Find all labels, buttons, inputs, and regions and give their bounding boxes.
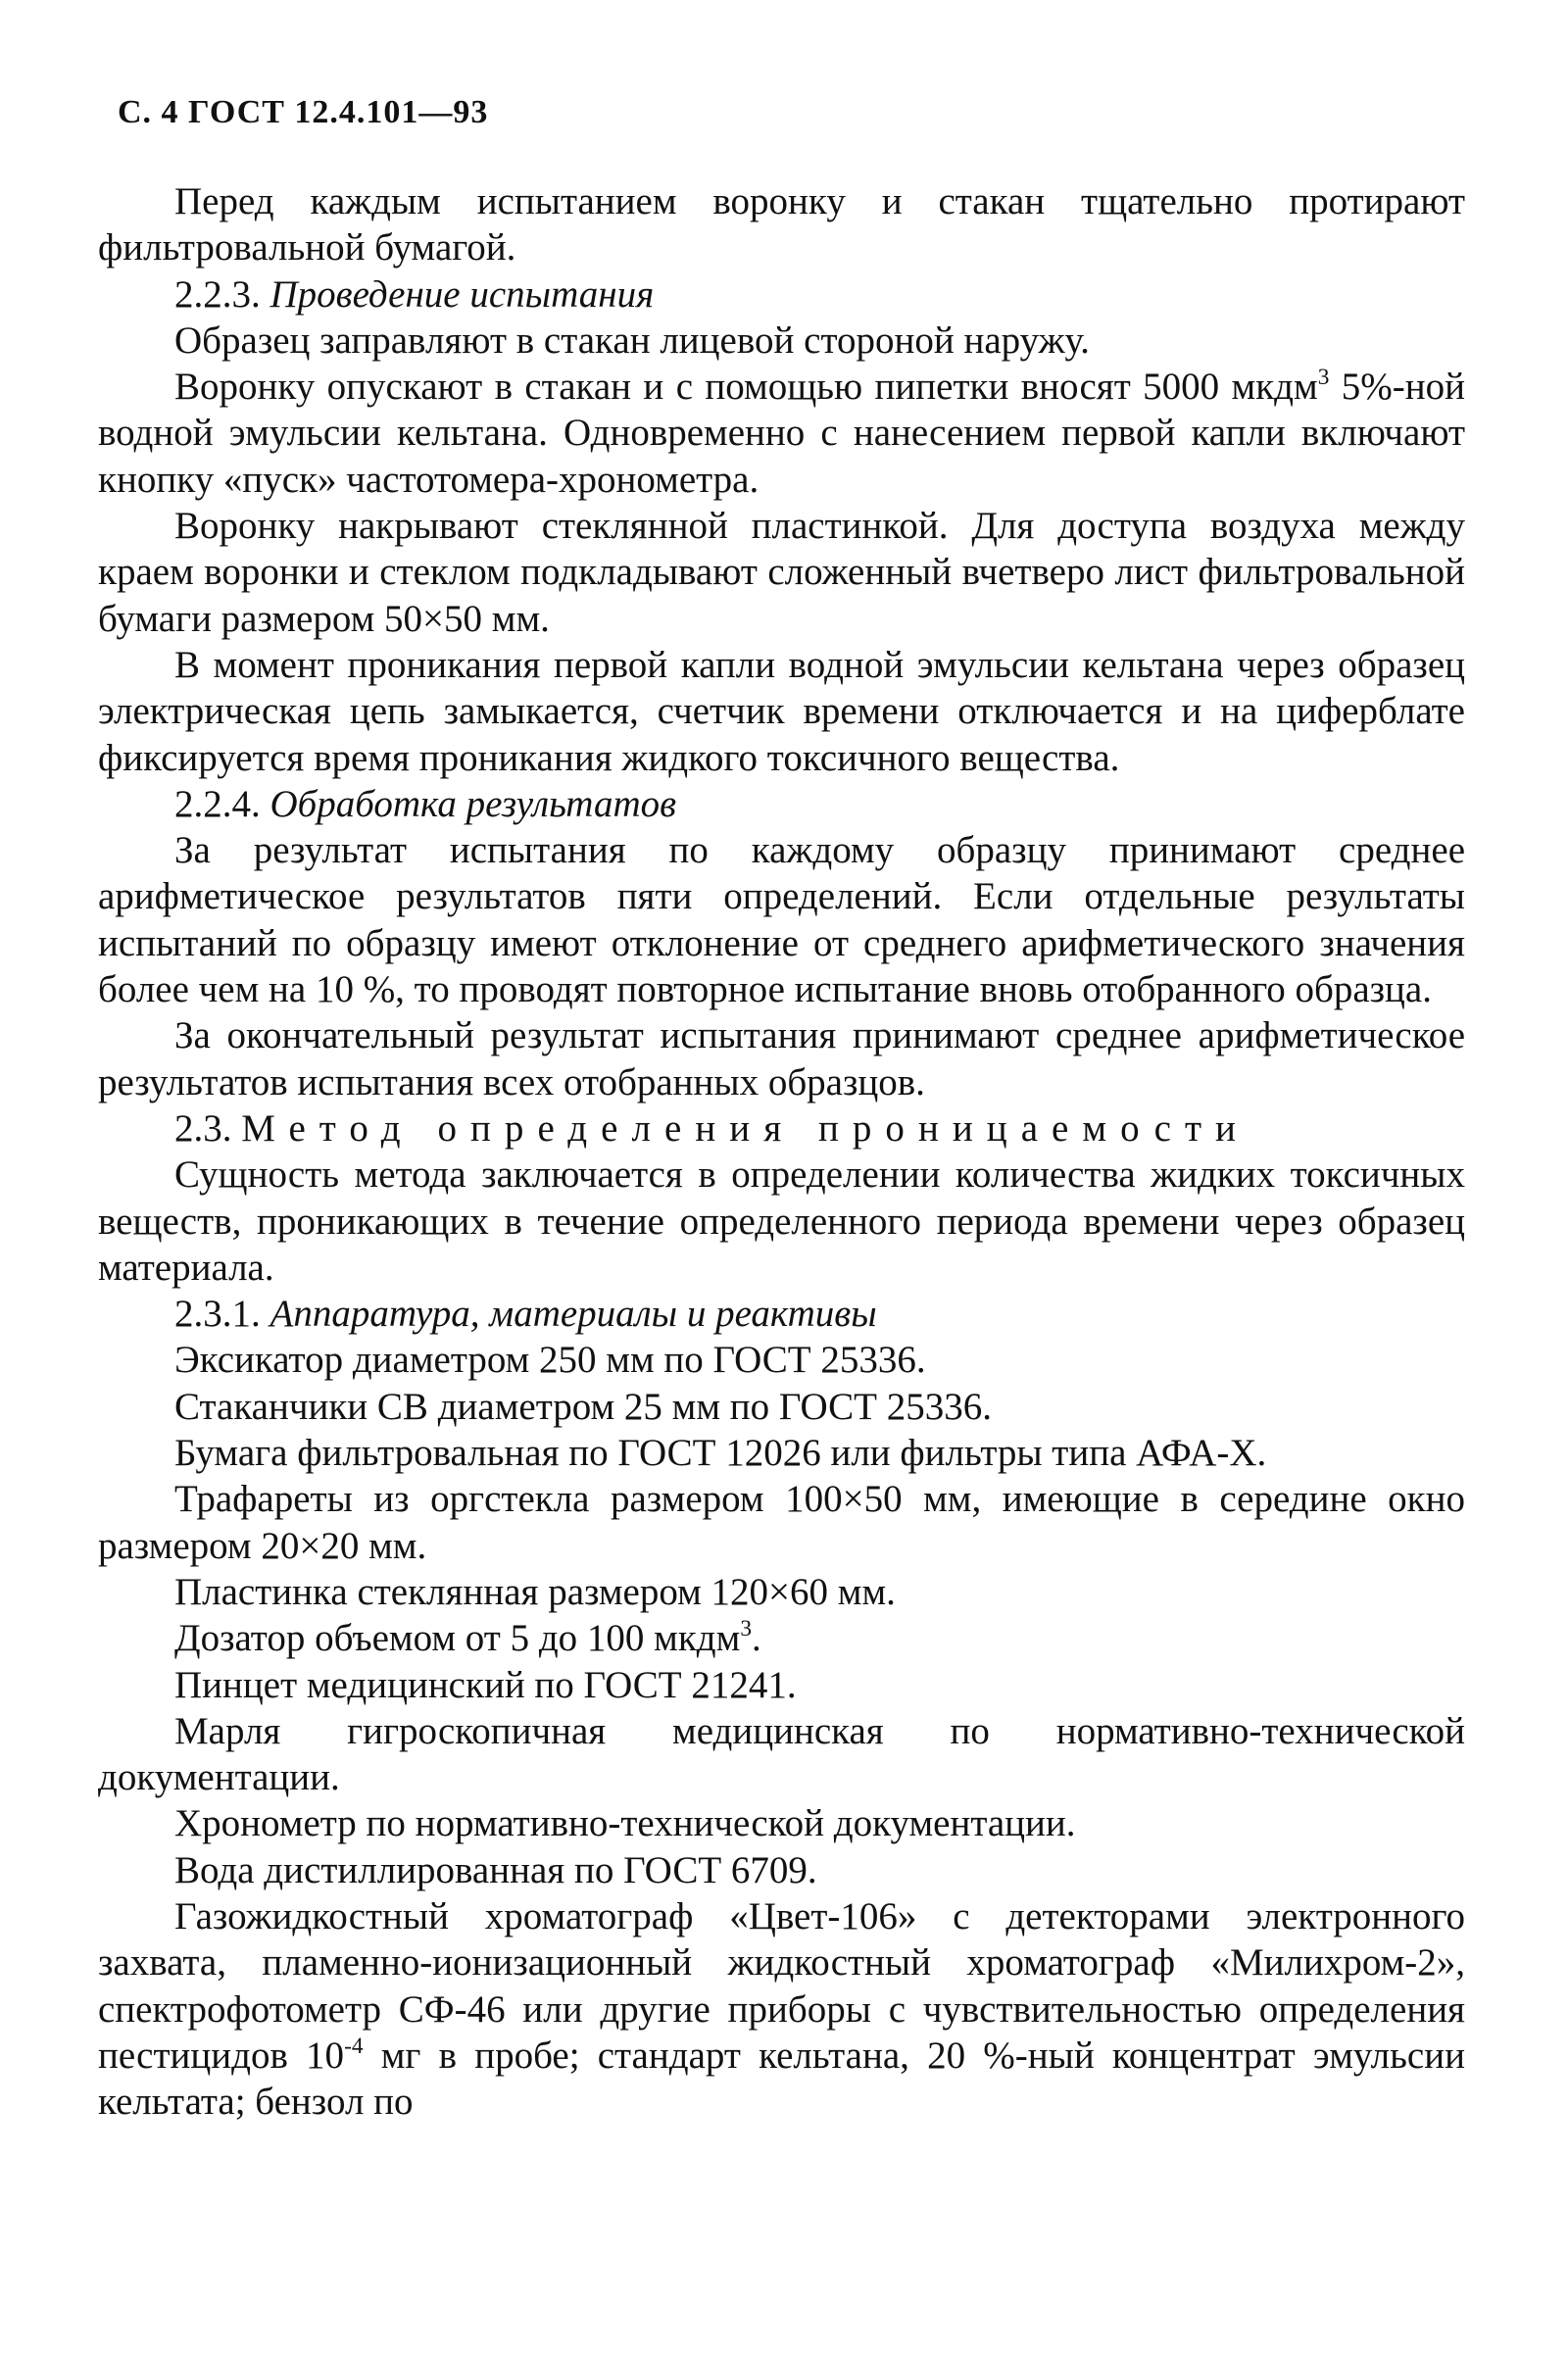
paragraph-text: 5%-ной водной эмульсии кельтана. Одновременно с нанесением первой капли включают кнопку «пуск» частотомера-хронометра. <box>98 366 1466 501</box>
equipment-item: Вода дистиллированная по ГОСТ 6709. <box>174 1848 817 1891</box>
document-body <box>98 178 1465 2125</box>
section-title: Аппаратура, материалы и реактивы <box>270 1293 877 1336</box>
paragraph-text: Газожидкостный хроматограф «Цвет-106» с детекторами электронного захвата, пламенно-ионизационный жидкостный хроматограф «Милихром-2», спектрофотометр СФ-46 или другие приборы с чувствительностью определения пестицидов 10 <box>98 1894 1465 2077</box>
superscript: 3 <box>1317 365 1330 391</box>
section-heading-2-3-1 <box>98 1291 1465 1337</box>
equipment-item: Бумага фильтровальная по ГОСТ 12026 или фильтры типа АФА-Х. <box>174 1432 1267 1475</box>
equipment-item: Пластинка стеклянная размером 120×60 мм. <box>174 1570 896 1613</box>
paragraph-penetration-moment: В момент проникания первой капли водной эмульсии кельтана через образец электрическая цепь замыкается, счетчик времени отключается и на циферблате фиксируется время проникания жидкого токсичного вещества. <box>98 643 1465 779</box>
paragraph-result-average: За результат испытания по каждому образцу принимают среднее арифметическое результатов пяти определений. Если отдельные результаты испытаний по образцу имеют отклонение от среднего арифметического значения более чем на 10 %, то проводят повторное испытание вновь отобранного образца. <box>98 829 1465 1011</box>
paragraph-final-result: За окончательный результат испытания принимают среднее арифметическое результатов испытания всех отобранных образцов. <box>98 1014 1465 1103</box>
section-number: 2.2.3. <box>174 272 261 316</box>
section-number: 2.3.1. <box>174 1293 261 1336</box>
section-number: 2.3. <box>174 1106 232 1150</box>
section-heading-2-2-3 <box>98 271 1465 318</box>
paragraph-chromatograph <box>98 1893 1465 2125</box>
equipment-item: Хронометр по нормативно-технической документации. <box>174 1802 1076 1845</box>
superscript: 3 <box>740 1616 753 1642</box>
equipment-item: Трафареты из оргстекла размером 100×50 мм, имеющие в середине окно размером 20×20 мм. <box>98 1478 1465 1567</box>
paragraph-text: Воронку опускают в стакан и с помощью пипетки вносят 5000 мкдм <box>174 366 1318 409</box>
superscript: -4 <box>344 2033 364 2059</box>
section-heading-2-2-4 <box>98 781 1465 827</box>
paragraph-wipe-funnel: Перед каждым испытанием воронку и стакан тщательно протирают фильтровальной бумагой. <box>98 180 1465 270</box>
paragraph-method-essence: Сущность метода заключается в определении количества жидких токсичных веществ, проникающих в течение определенного периода времени через образец материала. <box>98 1153 1465 1289</box>
equipment-item: Марля гигроскопичная медицинская по нормативно-технической документации. <box>98 1709 1465 1799</box>
paragraph-sample-placement: Образец заправляют в стакан лицевой стороной наружу. <box>174 319 1090 362</box>
paragraph-text: мг в пробе; стандарт кельтана, 20 %-ный концентрат эмульсии кельтата; бензол по <box>98 2034 1465 2124</box>
paragraph-text: Дозатор объемом от 5 до 100 мкдм <box>174 1617 741 1660</box>
paragraph-funnel-pipette <box>98 364 1465 503</box>
section-number: 2.2.4. <box>174 782 261 825</box>
section-title: Метод определения проницаемости <box>241 1106 1250 1150</box>
paragraph-glass-plate: Воронку накрывают стеклянной пластинкой. Для доступа воздуха между краем воронки и стеклом подкладывают сложенный вчетверо лист фильтровальной бумаги размером 50×50 мм. <box>98 505 1465 640</box>
equipment-item: Стаканчики СВ диаметром 25 мм по ГОСТ 25336. <box>174 1385 992 1428</box>
equipment-item <box>98 1615 1465 1661</box>
section-heading-2-3 <box>98 1105 1465 1152</box>
equipment-item: Эксикатор диаметром 250 мм по ГОСТ 25336. <box>174 1339 926 1382</box>
running-header: С. 4 ГОСТ 12.4.101—93 <box>118 94 489 130</box>
equipment-item: Пинцет медицинский по ГОСТ 21241. <box>174 1663 797 1706</box>
section-title: Проведение испытания <box>270 272 655 316</box>
section-title: Обработка результатов <box>270 782 677 825</box>
paragraph-text: . <box>752 1617 761 1660</box>
